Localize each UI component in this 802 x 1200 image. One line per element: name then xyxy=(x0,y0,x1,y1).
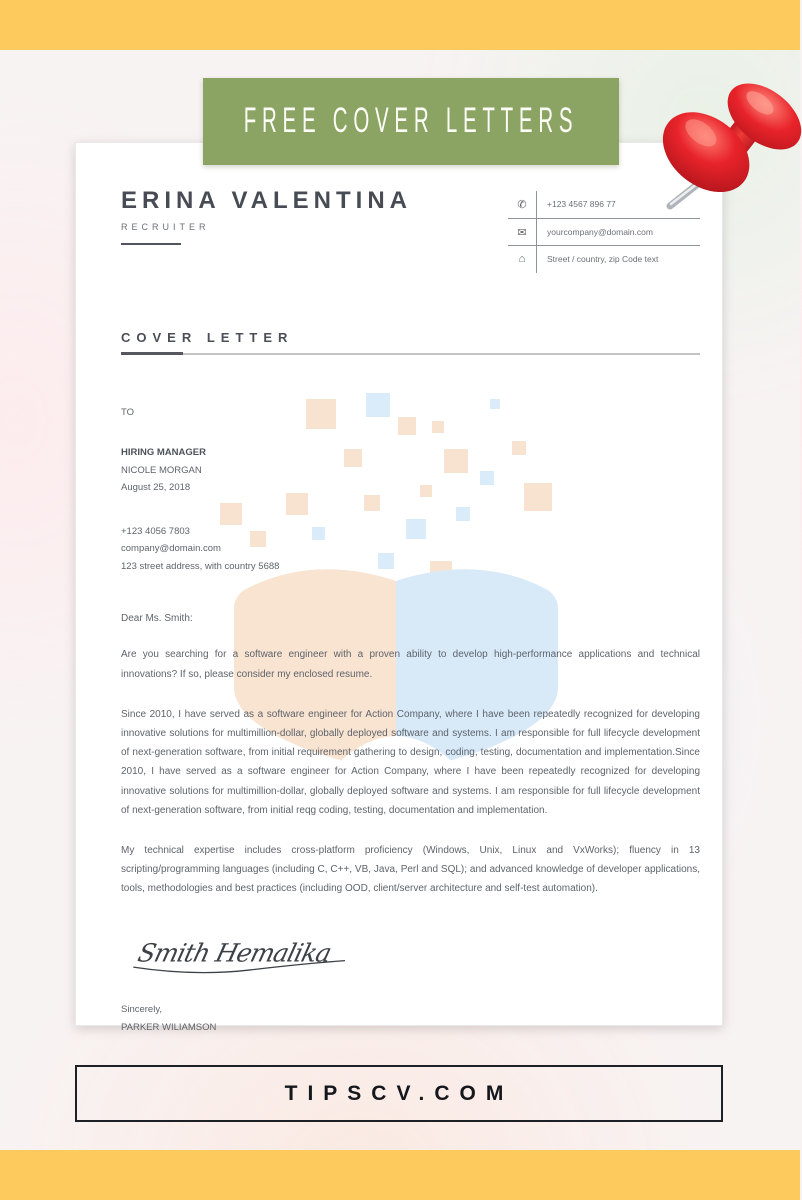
letter-date: August 25, 2018 xyxy=(121,482,191,494)
identity-block xyxy=(121,187,412,272)
paragraph-1: Are you searching for a software engineer with a proven ability to develop high-performance applications and technical innovations? If so, please consider my enclosed resume. xyxy=(121,649,700,680)
site-url: TIPSCV.COM xyxy=(284,1081,514,1105)
envelope-icon: ✉ xyxy=(517,226,527,239)
section-heading-block xyxy=(121,330,700,355)
name-underline xyxy=(121,243,181,245)
signature-image xyxy=(121,930,361,982)
to-label: TO xyxy=(121,407,135,418)
recipient-block xyxy=(121,444,700,497)
signer-name: PARKER WILIAMSON xyxy=(121,1022,217,1034)
free-cover-letters-banner xyxy=(203,78,619,165)
closing-word: Sincerely, xyxy=(121,1004,163,1016)
recipient-role: HIRING MANAGER xyxy=(121,447,206,458)
candidate-title: RECRUITER xyxy=(121,222,210,232)
pushpin-icon xyxy=(642,76,802,226)
contact-row-address xyxy=(508,245,700,272)
paragraph-2: Since 2010, I have served as a software engineer for Action Company, where I have been repeatedly recognized for developing innovative solutions for multimillion-dollar, globally deployed software and systems. I am responsible for full lifecycle development of next-generation software, from initial requirement gathering to design, coding, testing, documentation and implementation.Since 2010, I have served as a software engineer for Action Company, where I have been repeatedly recognized for developing innovative solutions for multimillion-dollar, globally deployed software and systems. I am responsible for full lifecycle development of next-generation software, from initial reqg coding, testing, documentation and implementation. xyxy=(121,708,700,816)
phone-icon: ✆ xyxy=(517,199,527,211)
candidate-name: ERINA VALENTINA xyxy=(121,187,412,214)
recipient-name: NICOLE MORGAN xyxy=(121,464,202,476)
home-icon: ⌂ xyxy=(518,253,526,265)
site-footer-box xyxy=(75,1065,723,1122)
recipient-address: 123 street address, with country 5688 xyxy=(121,560,280,572)
bottom-frame-bar xyxy=(0,1150,800,1200)
cover-letter-page xyxy=(75,142,723,1034)
svg-text:Smith Hemalika: Smith Hemalika xyxy=(134,939,334,969)
closing-block xyxy=(121,1001,700,1037)
top-frame-bar xyxy=(0,0,800,50)
salutation: Dear Ms. Smith: xyxy=(121,613,193,625)
email-value: yourcompany@domain.com xyxy=(536,219,700,246)
section-divider xyxy=(121,353,700,355)
recipient-email: company@domain.com xyxy=(121,543,221,555)
banner-label: FREE COVER LETTERS xyxy=(243,100,579,141)
recipient-phone: +123 4056 7803 xyxy=(121,525,190,537)
paragraph-3: My technical expertise includes cross-platform proficiency (Windows, Unix, Linux and VxWorks); fluency in 13 scripting/programming languages (including C, C++, VB, Java, Perl and SQL); and advanced knowledge of developer applications, tools, methodologies and best practices (including OOD, client/server architecture and self-test automation). xyxy=(121,844,700,895)
address-value: Street / country, zip Code text xyxy=(536,246,700,273)
section-title: COVER LETTER xyxy=(121,330,294,345)
recipient-contact-block xyxy=(121,523,700,576)
phone-value: +123 4567 896 77 xyxy=(536,191,700,218)
